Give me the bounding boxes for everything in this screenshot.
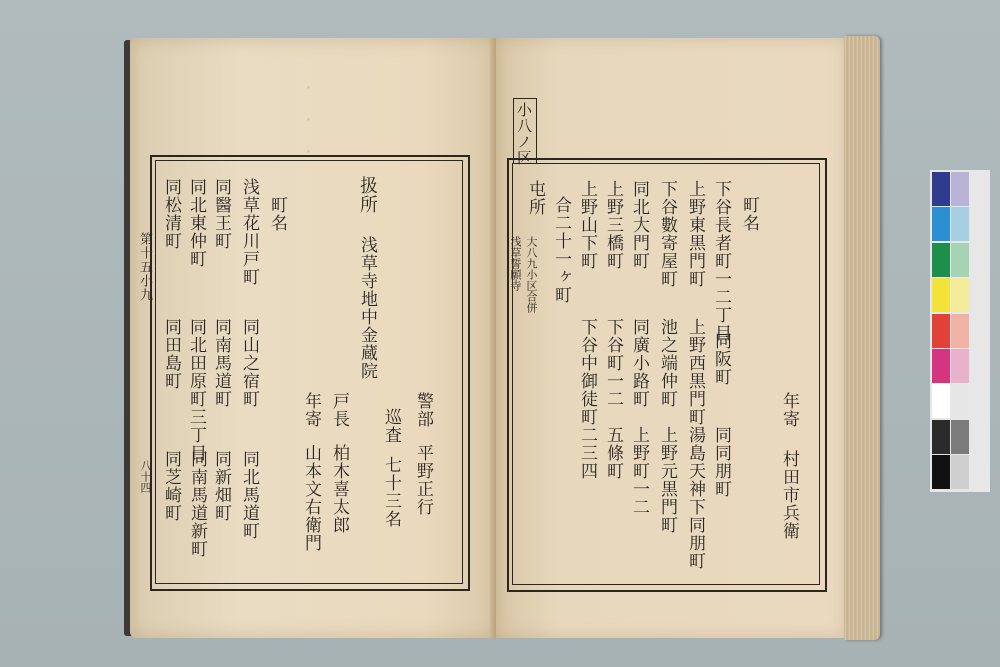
town-count: 合二十一ヶ町: [551, 196, 571, 304]
volume-marker: 第十五小九: [137, 232, 152, 302]
town-name: 同田島町: [161, 318, 181, 390]
section-heading: 扱所: [357, 176, 378, 214]
town-name: 同南馬道新町: [187, 450, 207, 558]
town-name: 同廣小路町: [629, 318, 649, 408]
town-name: 上野町一二: [629, 426, 649, 516]
town-name: 同北大門町: [629, 180, 649, 270]
town-name: 池之端仲町: [657, 318, 677, 408]
color-swatch: [951, 278, 969, 312]
town-name: 下谷町一二: [603, 318, 623, 408]
color-swatch: [951, 172, 969, 206]
color-swatch: [932, 349, 950, 383]
color-swatch: [932, 455, 950, 489]
official-name: 柏木喜太郎: [329, 444, 349, 534]
town-name: 下谷數寄屋町: [657, 180, 677, 288]
role-label: 巡査: [381, 408, 401, 444]
town-name: 同北東仲町: [186, 178, 206, 268]
annotation: 大八九小区合併: [525, 236, 538, 313]
district-tab-label: 小八ノ区: [515, 102, 533, 166]
town-name: 同北田原町三丁目: [186, 318, 206, 462]
town-name: 同阪町: [711, 332, 731, 386]
town-name: 同同朋町: [711, 426, 731, 498]
town-name: 湯島天神下同朋町: [685, 426, 705, 570]
color-swatch: [951, 314, 969, 348]
role-label: 戸長: [329, 392, 349, 428]
town-name: 同松清町: [161, 178, 181, 250]
official-name: 村田市兵衛: [779, 450, 799, 540]
color-swatch: [932, 207, 950, 241]
town-name: 五條町: [603, 426, 623, 480]
color-swatch: [951, 349, 969, 383]
town-name: 同醫王町: [211, 178, 231, 250]
role-label: 警部: [413, 392, 433, 428]
role-label: 屯所: [525, 180, 545, 216]
town-name: 同山之宿町: [239, 318, 259, 408]
town-name: 上野山下町: [577, 180, 597, 270]
town-name: 浅草花川戸町: [239, 178, 259, 286]
town-name: 上野西黒門町: [685, 318, 705, 426]
color-swatch: [932, 243, 950, 277]
color-swatch: [951, 455, 969, 489]
count-value: 七十三名: [381, 456, 401, 528]
color-calibration-card: [930, 170, 990, 492]
color-swatch: [932, 172, 950, 206]
town-name: 同南馬道町: [211, 318, 231, 408]
page-edges: [844, 36, 880, 640]
color-swatch: [932, 420, 950, 454]
role-label: 年寄: [779, 392, 799, 428]
office-location: 浅草寺地中金蔵院: [357, 236, 377, 380]
town-name: 上野東黒門町: [685, 180, 705, 288]
official-name: 平野正行: [413, 444, 433, 516]
section-heading: 町名: [267, 196, 287, 232]
official-name: 山本文右衛門: [301, 444, 321, 552]
role-label: 年寄: [301, 392, 321, 428]
color-swatch: [951, 384, 969, 418]
color-swatch: [932, 314, 950, 348]
town-name: 同新畑町: [211, 450, 231, 522]
annotation: 浅草誓願寺: [509, 236, 522, 291]
town-name: 上野元黒門町: [657, 426, 677, 534]
town-name: 下谷長者町一二丁目: [711, 180, 731, 342]
color-swatch: [951, 243, 969, 277]
section-heading: 町名: [739, 196, 759, 232]
town-name: 同北馬道町: [239, 450, 259, 540]
color-swatch: [951, 207, 969, 241]
color-swatch: [932, 278, 950, 312]
town-name: 下谷中御徒町二三四: [577, 318, 597, 480]
bleed-through-text: ・ ・ ・: [299, 80, 317, 160]
color-swatch: [932, 384, 950, 418]
folio-number: 八十四: [139, 460, 152, 493]
town-name: 同芝崎町: [161, 450, 181, 522]
color-swatch: [951, 420, 969, 454]
town-name: 上野三橋町: [603, 180, 623, 270]
